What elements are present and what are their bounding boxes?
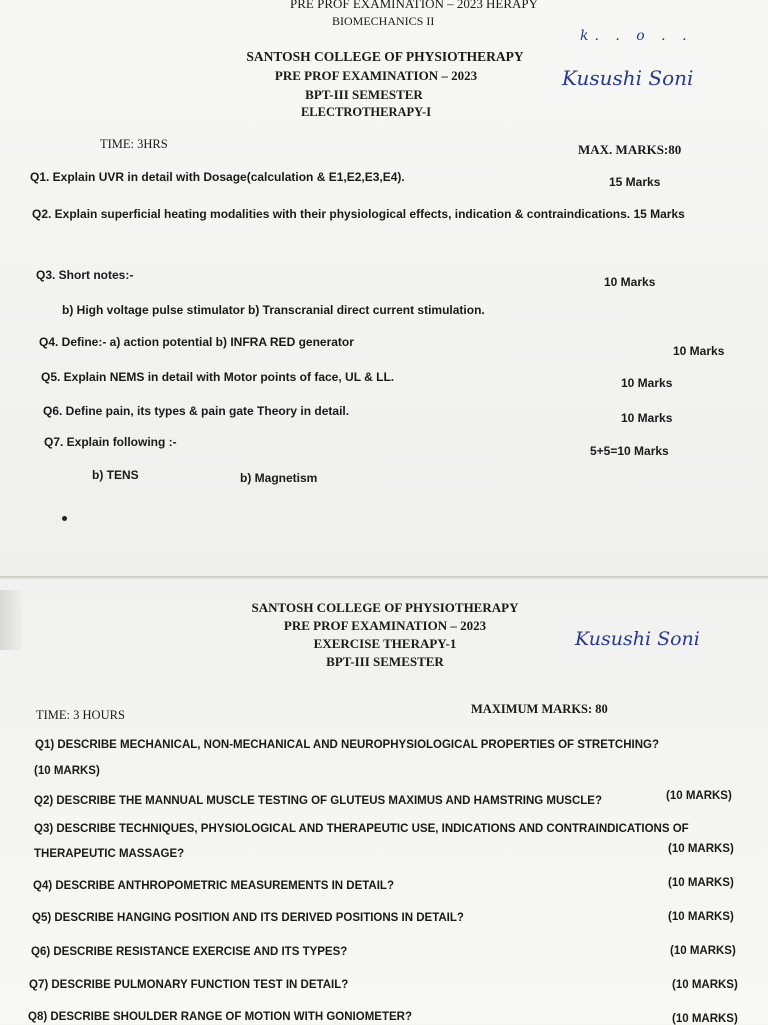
exercise-question-2-marks: (10 MARKS) (666, 790, 732, 802)
max-marks-label-2: MAXIMUM MARKS: 80 (471, 702, 608, 716)
exam-title: PRE PROF EXAMINATION – 2023 (274, 68, 478, 83)
cut-header-tail: HERAPY (486, 0, 539, 11)
question-2: Q2. Explain superficial heating modalities with their physiological effects, indication & contraindications. 15 Marks (32, 207, 685, 221)
exercise-question-2: Q2) DESCRIBE THE MANNUAL MUSCLE TESTING OF GLUTEUS MAXIMUS AND HAMSTRING MUSCLE? (34, 795, 602, 807)
semester-title: BPT-III SEMESTER (305, 87, 423, 102)
question-6-marks: 10 Marks (621, 411, 673, 425)
handwritten-signature-2: Kusushi Soni (575, 628, 700, 650)
semester-title-2: BPT-III SEMESTER (326, 654, 444, 669)
question-7-option-a: b) TENS (92, 468, 139, 482)
question-7-marks: 5+5=10 Marks (590, 444, 669, 458)
question-7-option-b: b) Magnetism (240, 471, 318, 485)
exercise-question-4: Q4) DESCRIBE ANTHROPOMETRIC MEASUREMENTS IN DETAIL? (33, 880, 394, 892)
handwritten-mark: k. . o . . (580, 28, 693, 44)
exercise-question-6-marks: (10 MARKS) (670, 945, 736, 957)
bullet-dot (62, 516, 67, 521)
exercise-question-1-marks: (10 MARKS) (34, 765, 100, 777)
exercise-question-8-marks: (10 MARKS) (672, 1013, 738, 1025)
question-5-marks: 10 Marks (621, 376, 673, 390)
question-3: Q3. Short notes:- (36, 268, 134, 282)
question-4: Q4. Define:- a) action potential b) INFRA RED generator (39, 335, 354, 349)
question-4-marks: 10 Marks (673, 344, 725, 358)
college-name-2: SANTOSH COLLEGE OF PHYSIOTHERAPY (251, 600, 519, 615)
exercise-question-7-marks: (10 MARKS) (672, 979, 738, 991)
exercise-question-3-cont: THERAPEUTIC MASSAGE? (34, 848, 185, 860)
question-3-options: b) High voltage pulse stimulator b) Transcranial direct current stimulation. (62, 303, 485, 317)
question-7: Q7. Explain following :- (44, 435, 177, 449)
exercise-question-3-marks: (10 MARKS) (668, 843, 734, 855)
exercise-question-1: Q1) DESCRIBE MECHANICAL, NON-MECHANICAL AND NEUROPHYSIOLOGICAL PROPERTIES OF STRETCHING? (35, 739, 660, 751)
exercise-question-5-marks: (10 MARKS) (668, 911, 734, 923)
max-marks-label: MAX. MARKS:80 (578, 142, 682, 157)
cut-header-subject: BIOMECHANICS II (332, 14, 435, 28)
question-1-marks: 15 Marks (609, 175, 661, 189)
exam-title-2: PRE PROF EXAMINATION – 2023 (283, 618, 487, 633)
exercise-question-7: Q7) DESCRIBE PULMONARY FUNCTION TEST IN DETAIL? (29, 979, 349, 991)
exercise-question-6: Q6) DESCRIBE RESISTANCE EXERCISE AND ITS TYPES? (31, 946, 348, 958)
handwritten-signature: Kusushi Soni (562, 66, 694, 90)
question-3-marks: 10 Marks (604, 275, 656, 289)
subject-title: ELECTROTHERAPY-I (300, 105, 432, 119)
paper-edge-shadow (0, 590, 22, 650)
exercise-question-4-marks: (10 MARKS) (668, 877, 734, 889)
question-6: Q6. Define pain, its types & pain gate Theory in detail. (43, 404, 350, 418)
subject-title-2: EXERCISE THERAPY-1 (313, 636, 457, 651)
time-label-2: TIME: 3 HOURS (36, 708, 125, 722)
exercise-question-3: Q3) DESCRIBE TECHNIQUES, PHYSIOLOGICAL AND THERAPEUTIC USE, INDICATIONS AND CONTRAINDICATIONS OF (34, 823, 689, 835)
page-fold-divider (0, 576, 768, 579)
exercise-question-5: Q5) DESCRIBE HANGING POSITION AND ITS DERIVED POSITIONS IN DETAIL? (32, 912, 464, 924)
question-5: Q5. Explain NEMS in detail with Motor points of face, UL & LL. (41, 370, 395, 384)
question-1: Q1. Explain UVR in detail with Dosage(calculation & E1,E2,E3,E4). (30, 170, 405, 184)
time-label: TIME: 3HRS (100, 137, 168, 151)
exercise-question-8: Q8) DESCRIBE SHOULDER RANGE OF MOTION WITH GONIOMETER? (28, 1011, 412, 1023)
cut-header-line: PRE PROF EXAMINATION – 2023 (290, 0, 483, 11)
college-name: SANTOSH COLLEGE OF PHYSIOTHERAPY (246, 49, 524, 64)
